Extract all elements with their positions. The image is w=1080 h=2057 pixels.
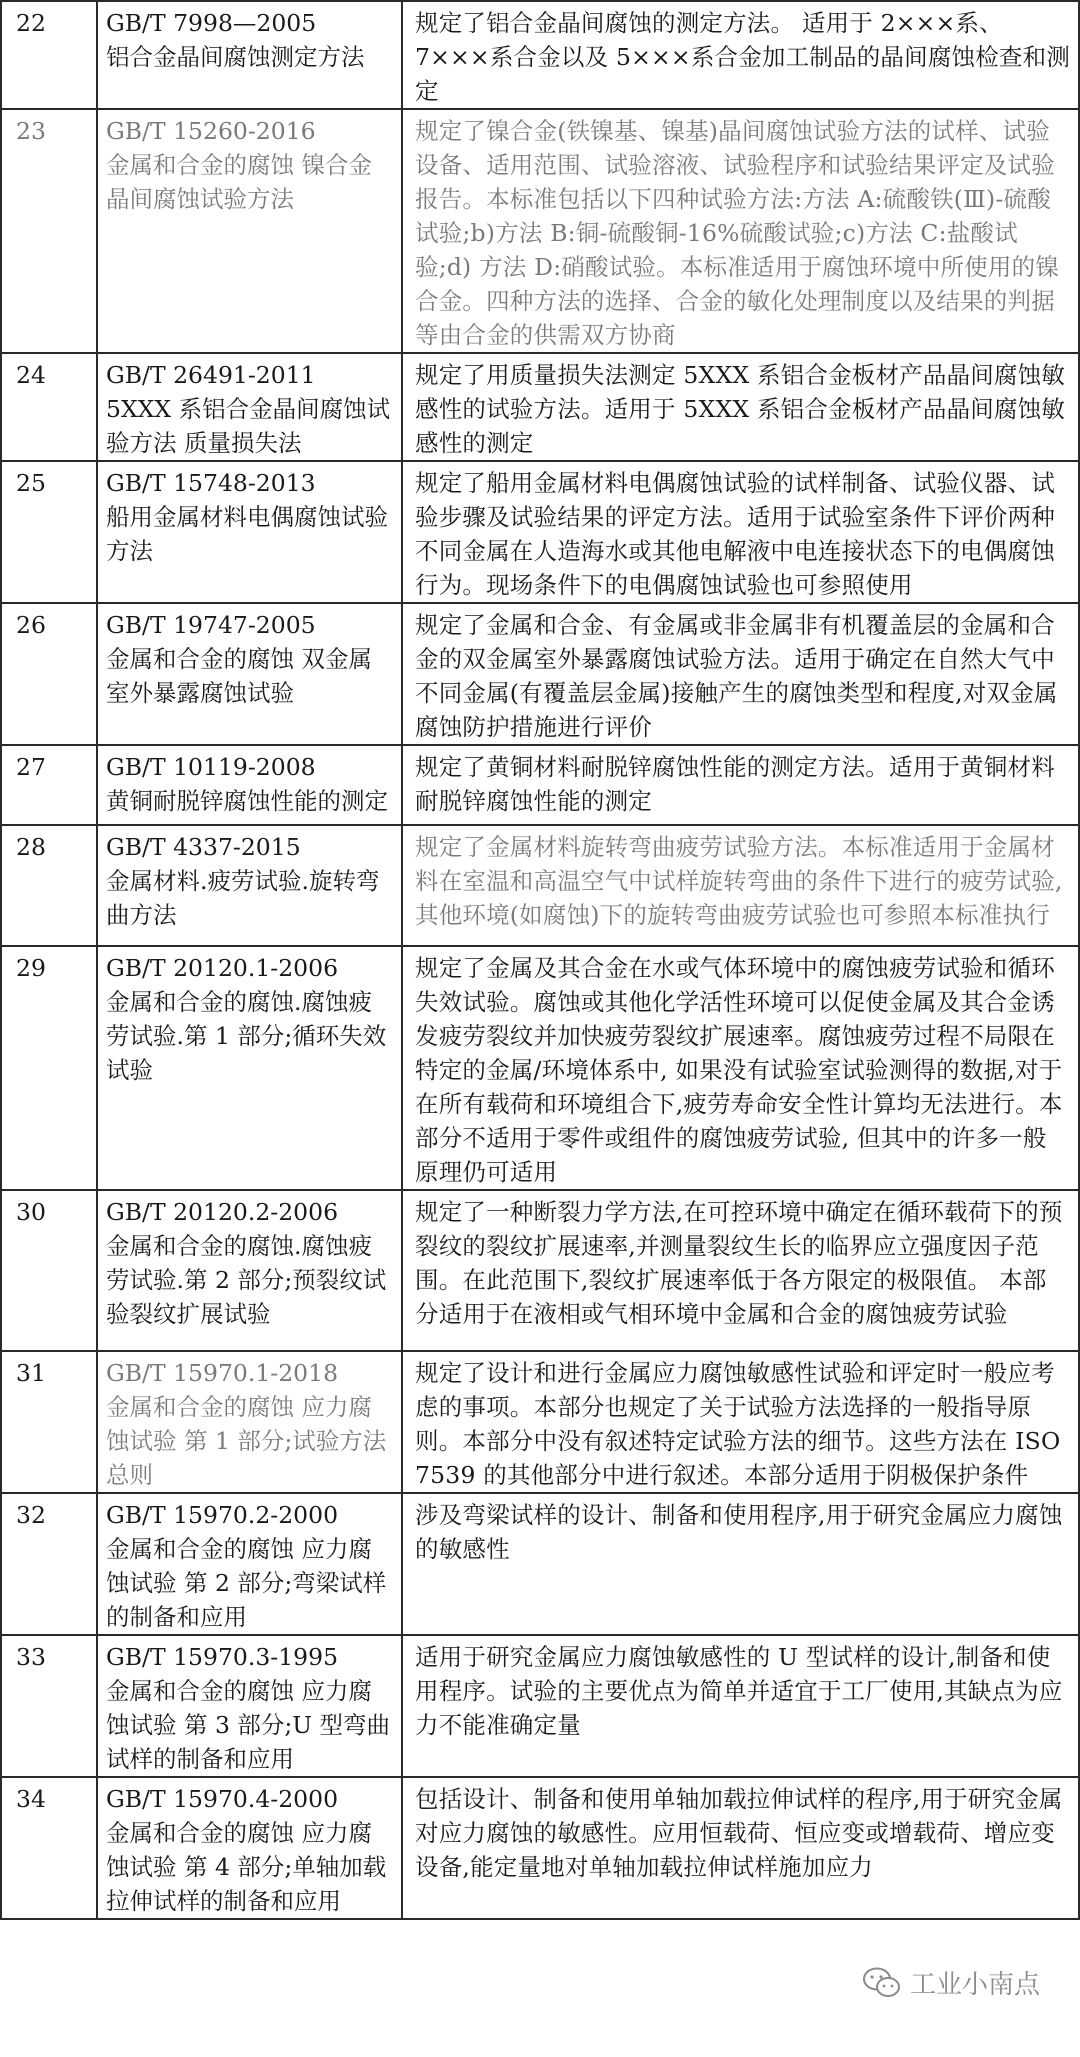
standard-title: 金属材料.疲劳试验.旋转弯曲方法 bbox=[106, 867, 380, 929]
standard-code: GB/T 15748-2013 bbox=[106, 469, 316, 497]
row-number: 24 bbox=[1, 353, 97, 461]
row-number: 26 bbox=[1, 603, 97, 745]
standard-title: 船用金属材料电偶腐蚀试验方法 bbox=[106, 503, 388, 565]
table-row bbox=[1, 1, 1079, 109]
table-row bbox=[1, 825, 1079, 946]
standard-description: 规定了一种断裂力学方法,在可控环境中确定在循环载荷下的预裂纹的裂纹扩展速率,并测量裂纹生长的临界应立强度因子范围。在此范围下,裂纹扩展速率低于各方限定的极限值。 本部分适用于在液相或气相环境中金属和合金的腐蚀疲劳试验 bbox=[402, 1190, 1079, 1351]
standard-title: 铝合金晶间腐蚀测定方法 bbox=[106, 43, 365, 71]
standard-cell bbox=[97, 109, 402, 353]
standard-code: GB/T 20120.2-2006 bbox=[106, 1198, 339, 1226]
standard-description: 包括设计、制备和使用单轴加载拉伸试样的程序,用于研究金属对应力腐蚀的敏感性。应用恒载荷、恒应变或增载荷、增应变设备,能定量地对单轴加载拉伸试样施加应力 bbox=[402, 1777, 1079, 1919]
standard-code: GB/T 19747-2005 bbox=[106, 611, 316, 639]
watermark bbox=[862, 1964, 1040, 2001]
standard-cell bbox=[97, 353, 402, 461]
standard-cell bbox=[97, 461, 402, 603]
standard-description: 规定了用质量损失法测定 5XXX 系铝合金板材产品晶间腐蚀敏感性的试验方法。适用于 5XXX 系铝合金板材产品晶间腐蚀敏感性的测定 bbox=[402, 353, 1079, 461]
standard-code: GB/T 4337-2015 bbox=[106, 833, 301, 861]
row-number: 28 bbox=[1, 825, 97, 946]
standard-cell bbox=[97, 1351, 402, 1493]
standard-code: GB/T 15970.3-1995 bbox=[106, 1643, 339, 1671]
standard-title: 金属和合金的腐蚀 应力腐蚀试验 第 4 部分;单轴加载拉伸试样的制备和应用 bbox=[106, 1819, 387, 1915]
row-number: 22 bbox=[1, 1, 97, 109]
row-number: 25 bbox=[1, 461, 97, 603]
standard-description: 规定了船用金属材料电偶腐蚀试验的试样制备、试验仪器、试验步骤及试验结果的评定方法。适用于试验室条件下评价两种不同金属在人造海水或其他电解液中电连接状态下的电偶腐蚀行为。现场条件下的电偶腐蚀试验也可参照使用 bbox=[402, 461, 1079, 603]
watermark-text: 工业小南点 bbox=[909, 1970, 1040, 2000]
table-row bbox=[1, 1777, 1079, 1919]
standard-cell bbox=[97, 745, 402, 825]
table-row bbox=[1, 1190, 1079, 1351]
table-row bbox=[1, 353, 1079, 461]
standard-cell bbox=[97, 1493, 402, 1635]
standard-title: 金属和合金的腐蚀 应力腐蚀试验 第 2 部分;弯梁试样的制备和应用 bbox=[106, 1535, 387, 1631]
standard-description: 规定了金属及其合金在水或气体环境中的腐蚀疲劳试验和循环失效试验。腐蚀或其他化学活性环境可以促使金属及其合金诱发疲劳裂纹并加快疲劳裂纹扩展速率。腐蚀疲劳过程不局限在特定的金属/环境体系中, 如果没有试验室试验测得的数据,对于在所有载荷和环境组合下,疲劳寿命安全性计算均无法进行。本部分不适用于零件或组件的腐蚀疲劳试验, 但其中的许多一般原理仍可适用 bbox=[402, 946, 1079, 1190]
standard-cell bbox=[97, 1777, 402, 1919]
standard-description: 适用于研究金属应力腐蚀敏感性的 U 型试样的设计,制备和使用程序。试验的主要优点为简单并适宜于工厂使用,其缺点为应力不能准确定量 bbox=[402, 1635, 1079, 1777]
standard-code: GB/T 15260-2016 bbox=[106, 117, 316, 145]
row-number: 33 bbox=[1, 1635, 97, 1777]
standard-title: 金属和合金的腐蚀 镍合金晶间腐蚀试验方法 bbox=[106, 151, 372, 213]
standard-title: 金属和合金的腐蚀 应力腐蚀试验 第 1 部分;试验方法总则 bbox=[106, 1393, 387, 1489]
row-number: 23 bbox=[1, 109, 97, 353]
standard-code: GB/T 20120.1-2006 bbox=[106, 954, 339, 982]
standard-cell bbox=[97, 603, 402, 745]
table-row bbox=[1, 1635, 1079, 1777]
table-row bbox=[1, 946, 1079, 1190]
standard-title: 黄铜耐脱锌腐蚀性能的测定 bbox=[106, 787, 388, 815]
row-number: 27 bbox=[1, 745, 97, 825]
standard-title: 金属和合金的腐蚀.腐蚀疲劳试验.第 2 部分;预裂纹试验裂纹扩展试验 bbox=[106, 1232, 387, 1328]
table-row bbox=[1, 109, 1079, 353]
table-row bbox=[1, 603, 1079, 745]
wechat-icon bbox=[862, 1966, 902, 2000]
standard-cell bbox=[97, 946, 402, 1190]
standard-code: GB/T 15970.1-2018 bbox=[106, 1359, 339, 1387]
table-row bbox=[1, 1493, 1079, 1635]
row-number: 29 bbox=[1, 946, 97, 1190]
row-number: 32 bbox=[1, 1493, 97, 1635]
standard-title: 5XXX 系铝合金晶间腐蚀试验方法 质量损失法 bbox=[106, 395, 391, 457]
table-row bbox=[1, 1351, 1079, 1493]
standard-code: GB/T 7998—2005 bbox=[106, 9, 317, 37]
standard-cell bbox=[97, 1, 402, 109]
row-number: 31 bbox=[1, 1351, 97, 1493]
table-row bbox=[1, 461, 1079, 603]
standard-title: 金属和合金的腐蚀.腐蚀疲劳试验.第 1 部分;循环失效试验 bbox=[106, 988, 387, 1084]
standard-description: 规定了铝合金晶间腐蚀的测定方法。 适用于 2×××系、7×××系合金以及 5×××系合金加工制品的晶间腐蚀检查和测定 bbox=[402, 1, 1079, 109]
row-number: 34 bbox=[1, 1777, 97, 1919]
standard-description: 规定了黄铜材料耐脱锌腐蚀性能的测定方法。适用于黄铜材料耐脱锌腐蚀性能的测定 bbox=[402, 745, 1079, 825]
table-row bbox=[1, 745, 1079, 825]
standard-title: 金属和合金的腐蚀 应力腐蚀试验 第 3 部分;U 型弯曲试样的制备和应用 bbox=[106, 1677, 391, 1773]
standard-code: GB/T 10119-2008 bbox=[106, 753, 316, 781]
standard-code: GB/T 15970.4-2000 bbox=[106, 1785, 339, 1813]
standard-cell bbox=[97, 1635, 402, 1777]
standard-description: 规定了镍合金(铁镍基、镍基)晶间腐蚀试验方法的试样、试验设备、适用范围、试验溶液、试验程序和试验结果评定及试验报告。本标准包括以下四种试验方法:方法 A:硫酸铁(Ⅲ)-硫酸试验;b)方法 B:铜-硫酸铜-16%硫酸试验;c)方法 C:盐酸试验;d) 方法 D:硝酸试验。本标准适用于腐蚀环境中所使用的镍合金。四种方法的选择、合金的敏化处理制度以及结果的判据等由合金的供需双方协商 bbox=[402, 109, 1079, 353]
standard-cell bbox=[97, 825, 402, 946]
standard-title: 金属和合金的腐蚀 双金属室外暴露腐蚀试验 bbox=[106, 645, 372, 707]
standard-code: GB/T 26491-2011 bbox=[106, 361, 316, 389]
standard-cell bbox=[97, 1190, 402, 1351]
row-number: 30 bbox=[1, 1190, 97, 1351]
standard-description: 规定了金属材料旋转弯曲疲劳试验方法。本标准适用于金属材料在室温和高温空气中试样旋转弯曲的条件下进行的疲劳试验, 其他环境(如腐蚀)下的旋转弯曲疲劳试验也可参照本标准执行 bbox=[402, 825, 1079, 946]
standard-description: 规定了设计和进行金属应力腐蚀敏感性试验和评定时一般应考虑的事项。本部分也规定了关于试验方法选择的一般指导原则。本部分中没有叙述特定试验方法的细节。这些方法在 ISO 7539 的其他部分中进行叙述。本部分适用于阴极保护条件 bbox=[402, 1351, 1079, 1493]
standard-code: GB/T 15970.2-2000 bbox=[106, 1501, 339, 1529]
standard-description: 涉及弯梁试样的设计、制备和使用程序,用于研究金属应力腐蚀的敏感性 bbox=[402, 1493, 1079, 1635]
standard-description: 规定了金属和合金、有金属或非金属非有机覆盖层的金属和合金的双金属室外暴露腐蚀试验方法。适用于确定在自然大气中不同金属(有覆盖层金属)接触产生的腐蚀类型和程度,对双金属腐蚀防护措施进行评价 bbox=[402, 603, 1079, 745]
